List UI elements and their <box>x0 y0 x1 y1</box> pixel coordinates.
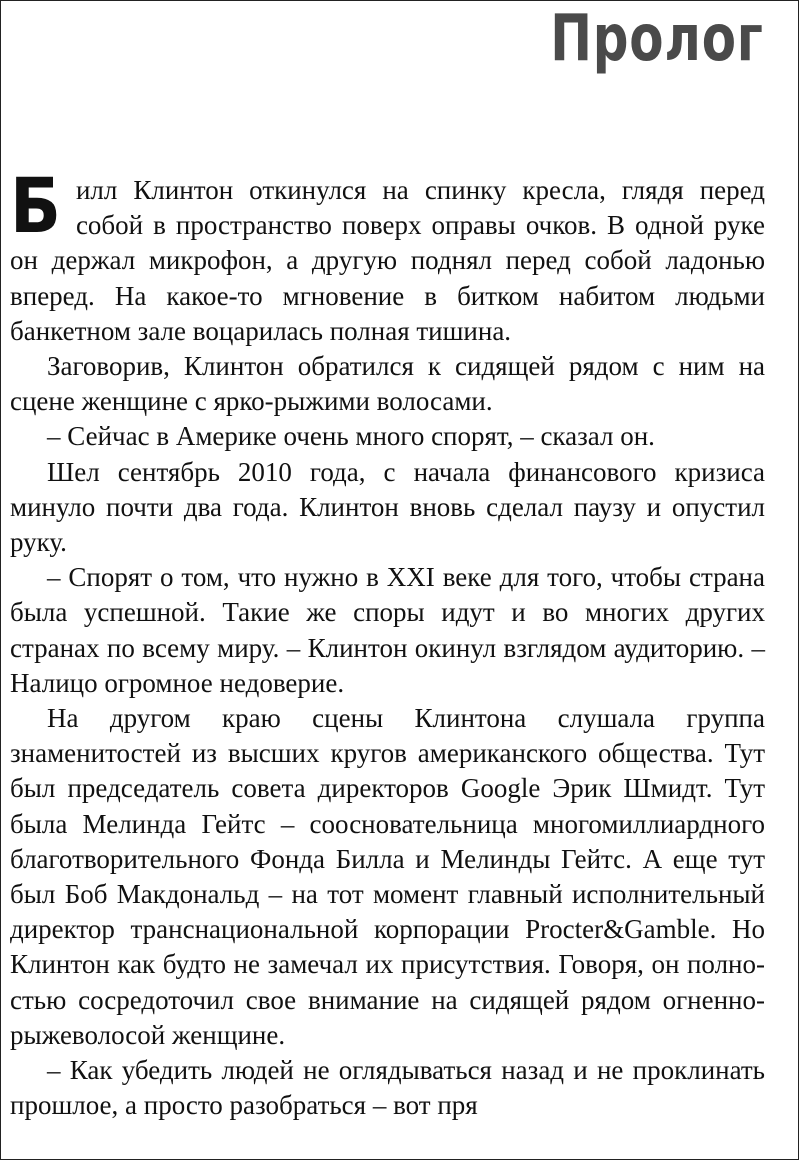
chapter-title: Пролог <box>550 2 764 76</box>
paragraph-5: – Спорят о том, что нужно в XXI веке для того, чтобы страна была успешной. Такие же споры идут и во многих других странах по всему миру. – Клинтон окинул взглядом аудиторию. – Налицо огромное недоверие. <box>10 562 765 698</box>
body-text <box>10 161 765 1123</box>
paragraph-7: – Как убедить людей не оглядываться назад и не проклинать прошлое, а просто разобраться – вот пря <box>10 1055 765 1121</box>
paragraph-1-text: илл Клинтон откинулся на спинку кресла, глядя перед собой в пространство поверх оправы очков. В одной руке он держал микрофон, а другую поднял перед собой ладонью вперед. На какое-то мгновение в битком набитом людьми банкетном зале воцарилась полная тишина. <box>10 175 765 346</box>
paragraph-3: – Сейчас в Америке очень много спорят, – сказал он. <box>47 421 655 452</box>
paragraph-2: Заговорив, Клинтон обратился к сидящей рядом с ним на сцене женщине с ярко-рыжими волосами. <box>10 351 765 417</box>
paragraph-6: На другом краю сцены Клинтона слушала группа знаменитостей из высших кругов американского общества. Тут был председатель совета директоров Google Эрик Шмидт. Тут была Мелинда Гейтс – соосновательница многомиллиардного благотворительного Фонда Билла и Мелинды Гейтс. А еще тут был Боб Макдональд – на тот момент главный исполнительный директор транснациональной корпорации Procter&Gamble. Но Клинтон как будто не замечал их присутствия. Говоря, он полностью сосредоточил свое внимание на сидящей рядом огненно-рыжеволосой женщине. <box>10 703 765 1050</box>
paragraph-4: Шел сентябрь 2010 года, с начала финансового кризиса минуло почти два года. Клинтон вновь сделал паузу и опустил руку. <box>10 456 765 558</box>
drop-cap: Б <box>10 161 61 250</box>
paragraph-1 <box>10 161 765 349</box>
